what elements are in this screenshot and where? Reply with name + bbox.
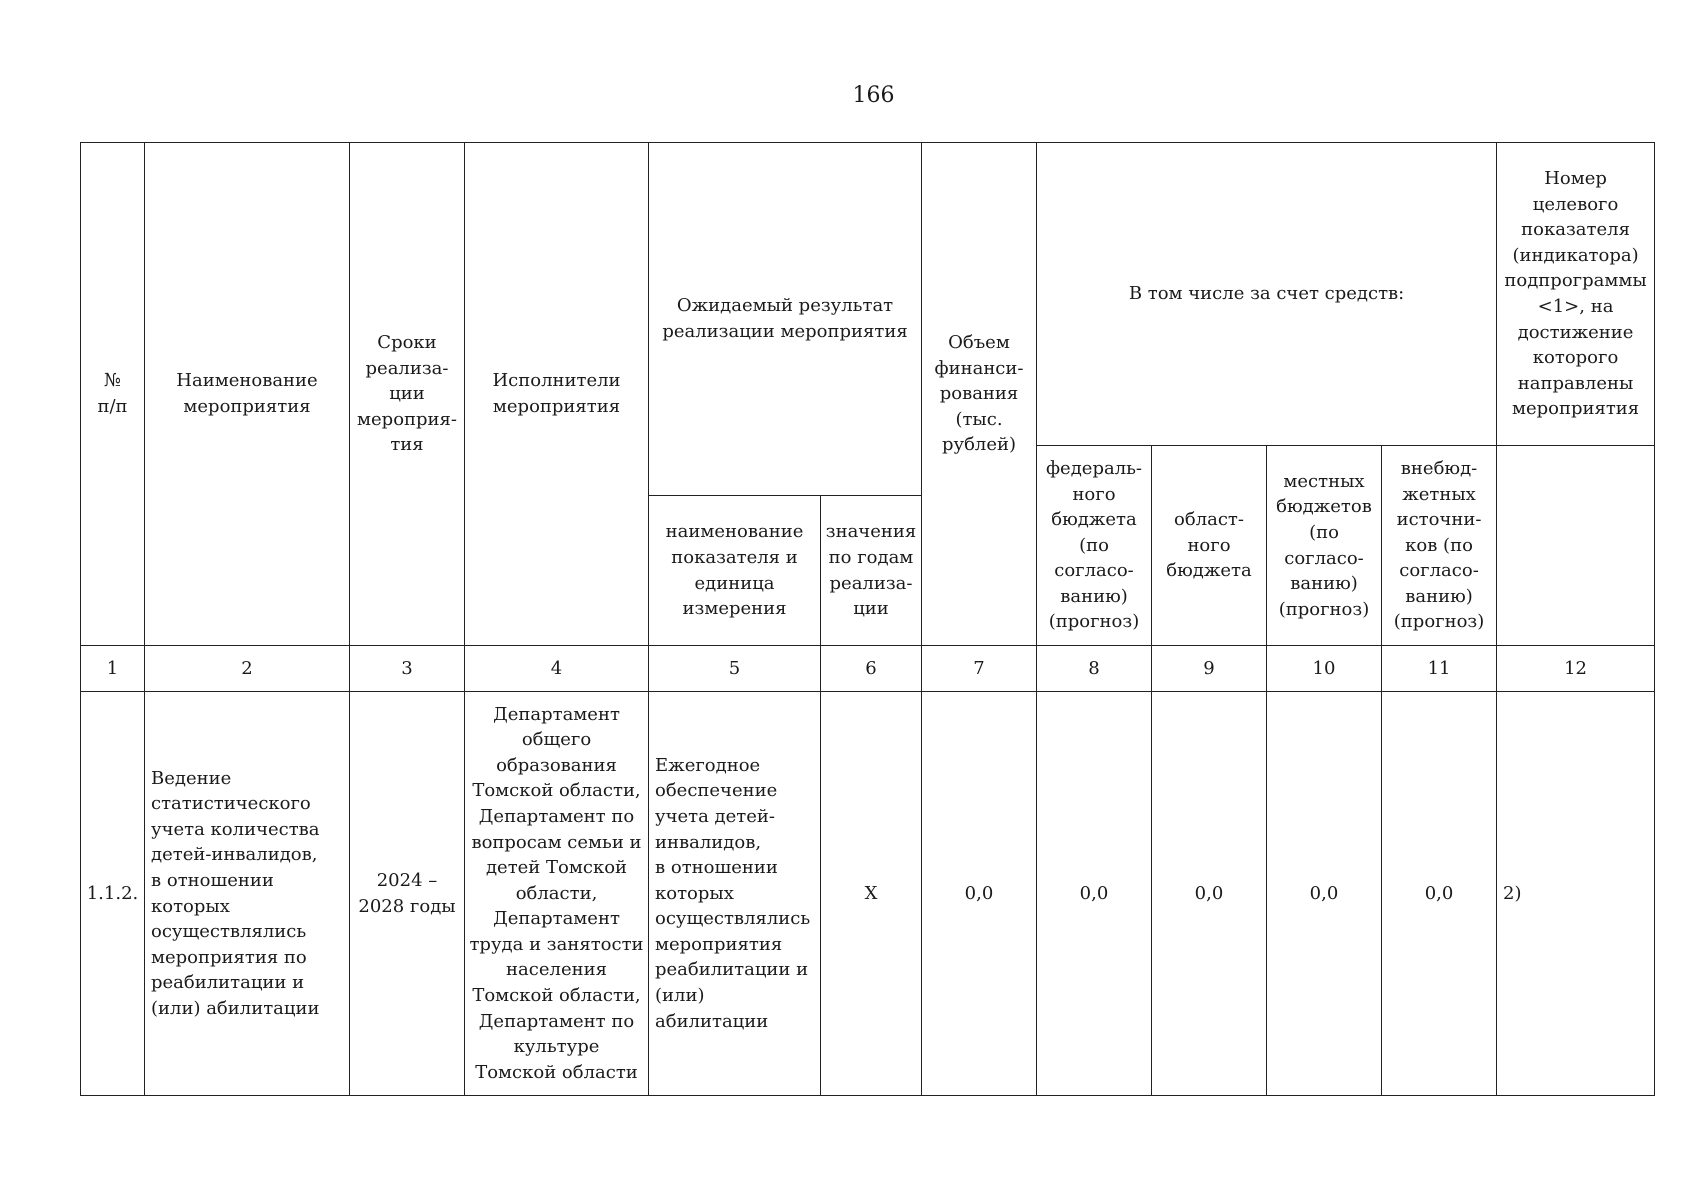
column-number: 9 (1152, 646, 1267, 692)
column-number: 6 (821, 646, 922, 692)
row-executors: Департамент общего образования Томской области, Департамент по вопросам семьи и детей Томской области, Департамент труда и занятости населения Томской области, Департамент по культуре Томской области (465, 692, 649, 1096)
column-number: 11 (1382, 646, 1497, 692)
header-row-top (81, 143, 1655, 446)
row-target-indicator: 2) (1497, 692, 1655, 1096)
header-indicator-name: наименование показателя и единица измерения (649, 496, 821, 646)
row-extrabudgetary-sources: 0,0 (1382, 692, 1497, 1096)
header-funding-volume: Объем финанси- рования (тыс. рублей) (922, 143, 1037, 646)
row-values-by-year: Х (821, 692, 922, 1096)
column-number: 8 (1037, 646, 1152, 692)
row-federal-budget: 0,0 (1037, 692, 1152, 1096)
column-number: 5 (649, 646, 821, 692)
header-target-indicator: Номер целевого показателя (индикатора) подпрограммы <1>, на достижение которого направлены мероприятия (1497, 143, 1655, 446)
header-including-sources: В том числе за счет средств: (1037, 143, 1497, 446)
row-indicator-name: Ежегодное обеспечение учета детей- инвалидов, в отношении которых осуществлялись мероприятия реабилитации и (или) абилитации (649, 692, 821, 1096)
header-federal-budget: федераль- ного бюджета (по согласо- ванию) (прогноз) (1037, 446, 1152, 646)
activity-plan-table (80, 142, 1655, 1096)
row-local-budgets: 0,0 (1267, 692, 1382, 1096)
column-number: 10 (1267, 646, 1382, 692)
row-regional-budget: 0,0 (1152, 692, 1267, 1096)
header-executors: Исполнители мероприятия (465, 143, 649, 646)
column-number: 3 (350, 646, 465, 692)
header-regional-budget: област- ного бюджета (1152, 446, 1267, 646)
row-terms: 2024 – 2028 годы (350, 692, 465, 1096)
header-expected-result: Ожидаемый результат реализации мероприятия (649, 143, 922, 496)
header-values-by-year: значения по годам реализа- ции (821, 496, 922, 646)
column-numbers-row (81, 646, 1655, 692)
column-number: 2 (145, 646, 350, 692)
header-terms: Сроки реализа- ции мероприя- тия (350, 143, 465, 646)
row-num: 1.1.2. (81, 692, 145, 1096)
column-number: 12 (1497, 646, 1655, 692)
row-activity-name: Ведение статистического учета количества детей-инвалидов, в отношении которых осуществлялись мероприятия по реабилитации и (или) абилитации (145, 692, 350, 1096)
row-funding-volume: 0,0 (922, 692, 1037, 1096)
column-number: 4 (465, 646, 649, 692)
header-activity-name: Наименование мероприятия (145, 143, 350, 646)
header-target-indicator-empty (1497, 446, 1655, 646)
page-number: 166 (852, 83, 895, 108)
header-extrabudgetary-sources: внебюд- жетных источни- ков (по согласо- ванию) (прогноз) (1382, 446, 1497, 646)
header-num: № п/п (81, 143, 145, 646)
header-local-budgets: местных бюджетов (по согласо- ванию) (прогноз) (1267, 446, 1382, 646)
table-row (81, 692, 1655, 1096)
column-number: 7 (922, 646, 1037, 692)
column-number: 1 (81, 646, 145, 692)
